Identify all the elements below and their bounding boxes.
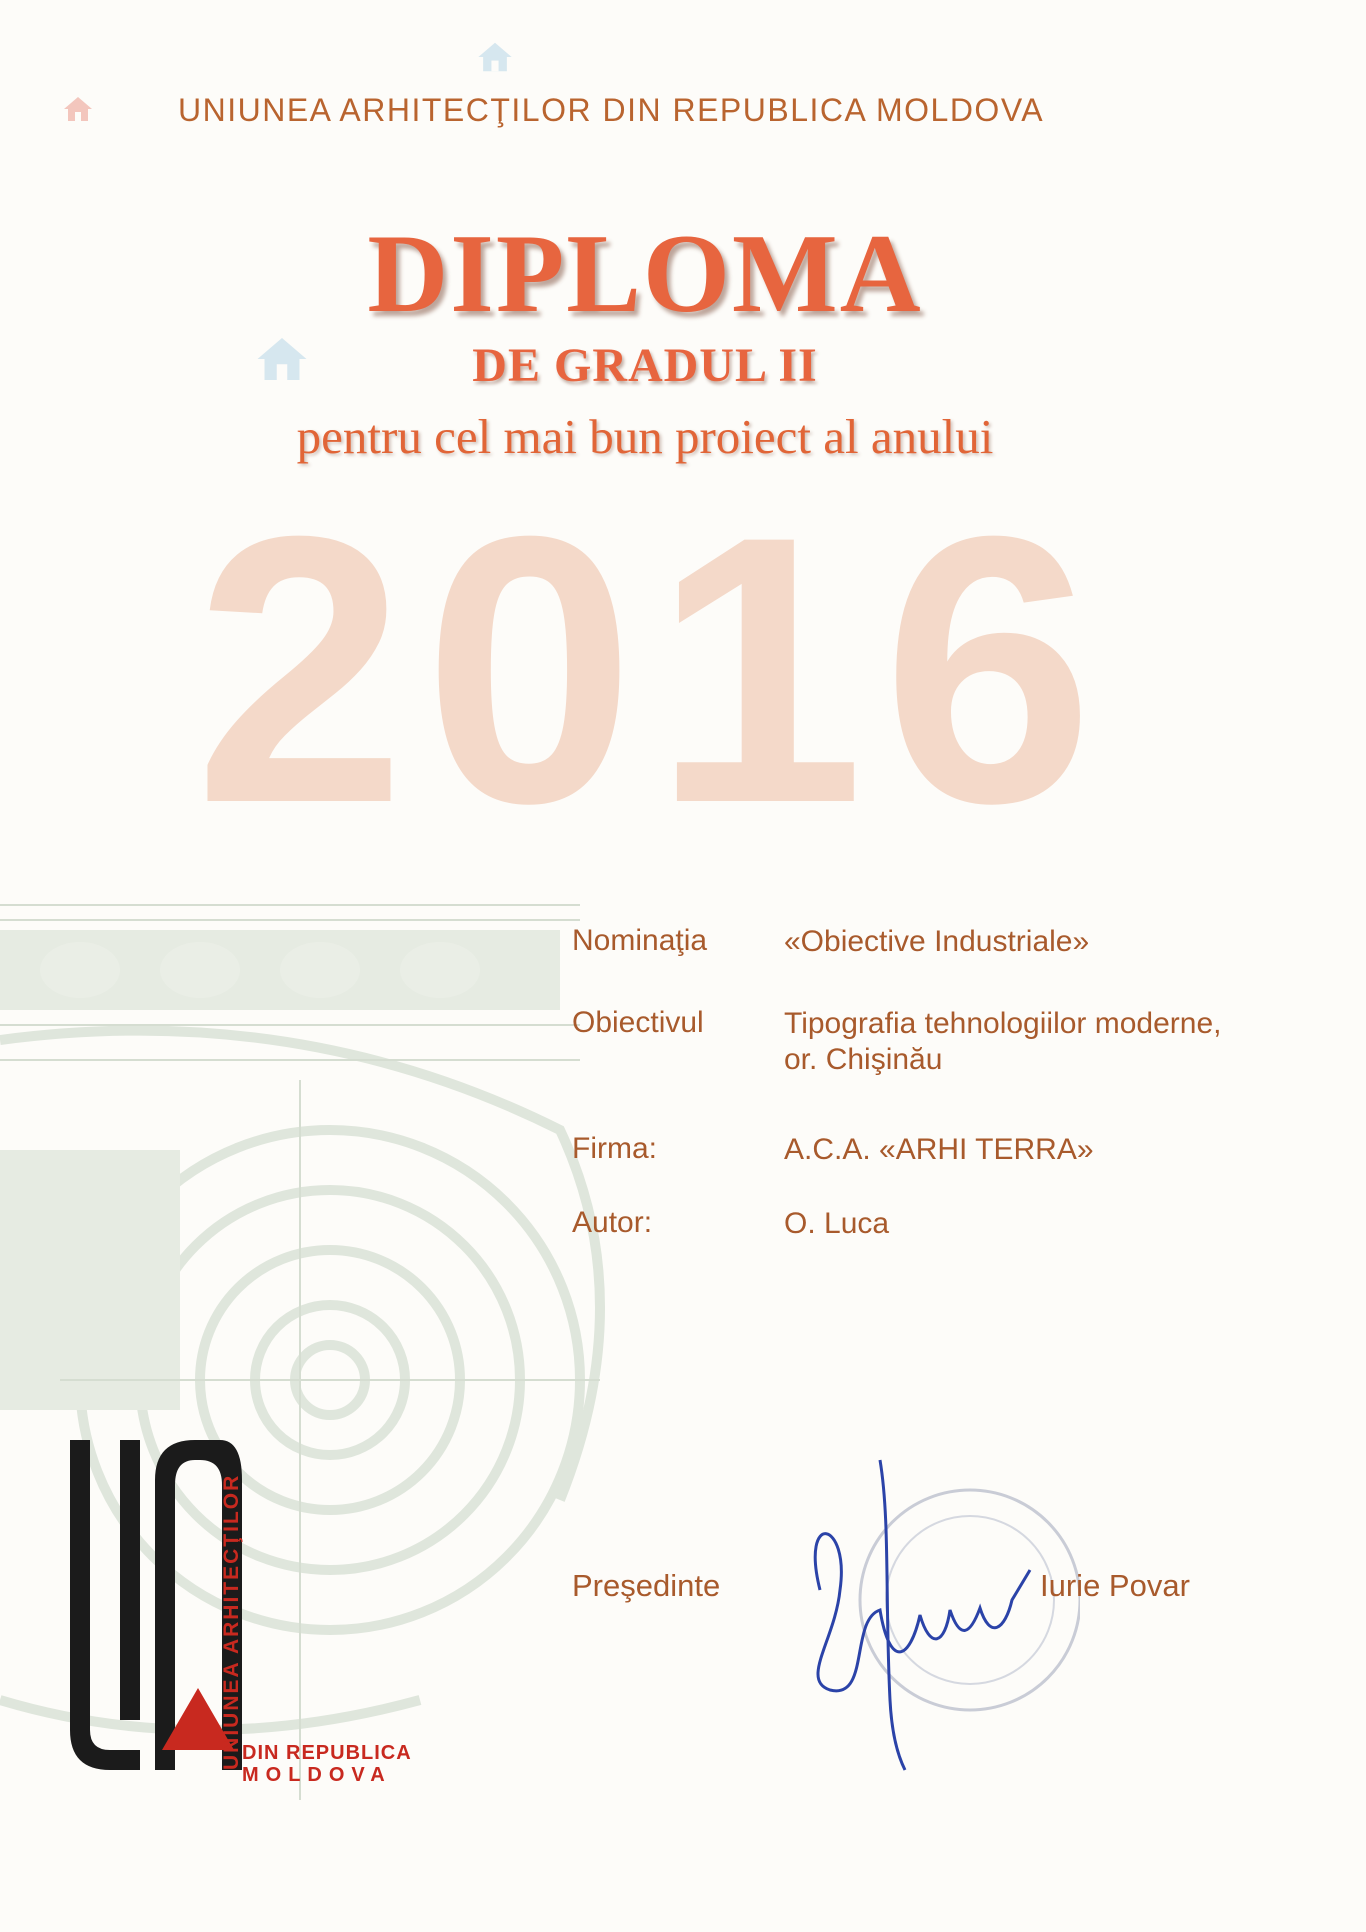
detail-label: Autor: <box>572 1206 653 1239</box>
detail-value: Tipografia tehnologiilor moderne, or. Chişinău <box>784 1007 1222 1076</box>
detail-value: A.C.A. «ARHI TERRA» <box>784 1133 1094 1166</box>
diploma-subtitle: pentru cel mai bun proiect al anului <box>296 409 994 464</box>
year-watermark: 2016 <box>194 457 1112 882</box>
detail-label: Obiectivul <box>572 1006 704 1039</box>
house-icon <box>476 40 514 74</box>
detail-label: Nominaţia <box>572 924 708 957</box>
logo-text-line1: DIN REPUBLICA <box>242 1742 412 1764</box>
detail-value: O. Luca <box>784 1207 890 1240</box>
ua-logo <box>60 1430 440 1790</box>
diploma-grade: DE GRADUL II <box>472 339 818 392</box>
detail-label: Firma: <box>572 1132 657 1165</box>
detail-value: «Obiective Industriale» <box>784 925 1090 958</box>
signature-stamp <box>780 1440 1080 1780</box>
diploma-title: DIPLOMA <box>367 212 923 336</box>
logo-vertical-text: UNIUNEA ARHITECŢILOR <box>220 1473 243 1770</box>
president-label: Preşedinte <box>572 1568 721 1603</box>
organization-header: UNIUNEA ARHITECŢILOR DIN REPUBLICA MOLDOVA <box>178 92 1045 128</box>
logo-text-line2: MOLDOVA <box>242 1764 392 1786</box>
president-name: Iurie Povar <box>1040 1568 1190 1603</box>
house-icon <box>62 95 94 123</box>
